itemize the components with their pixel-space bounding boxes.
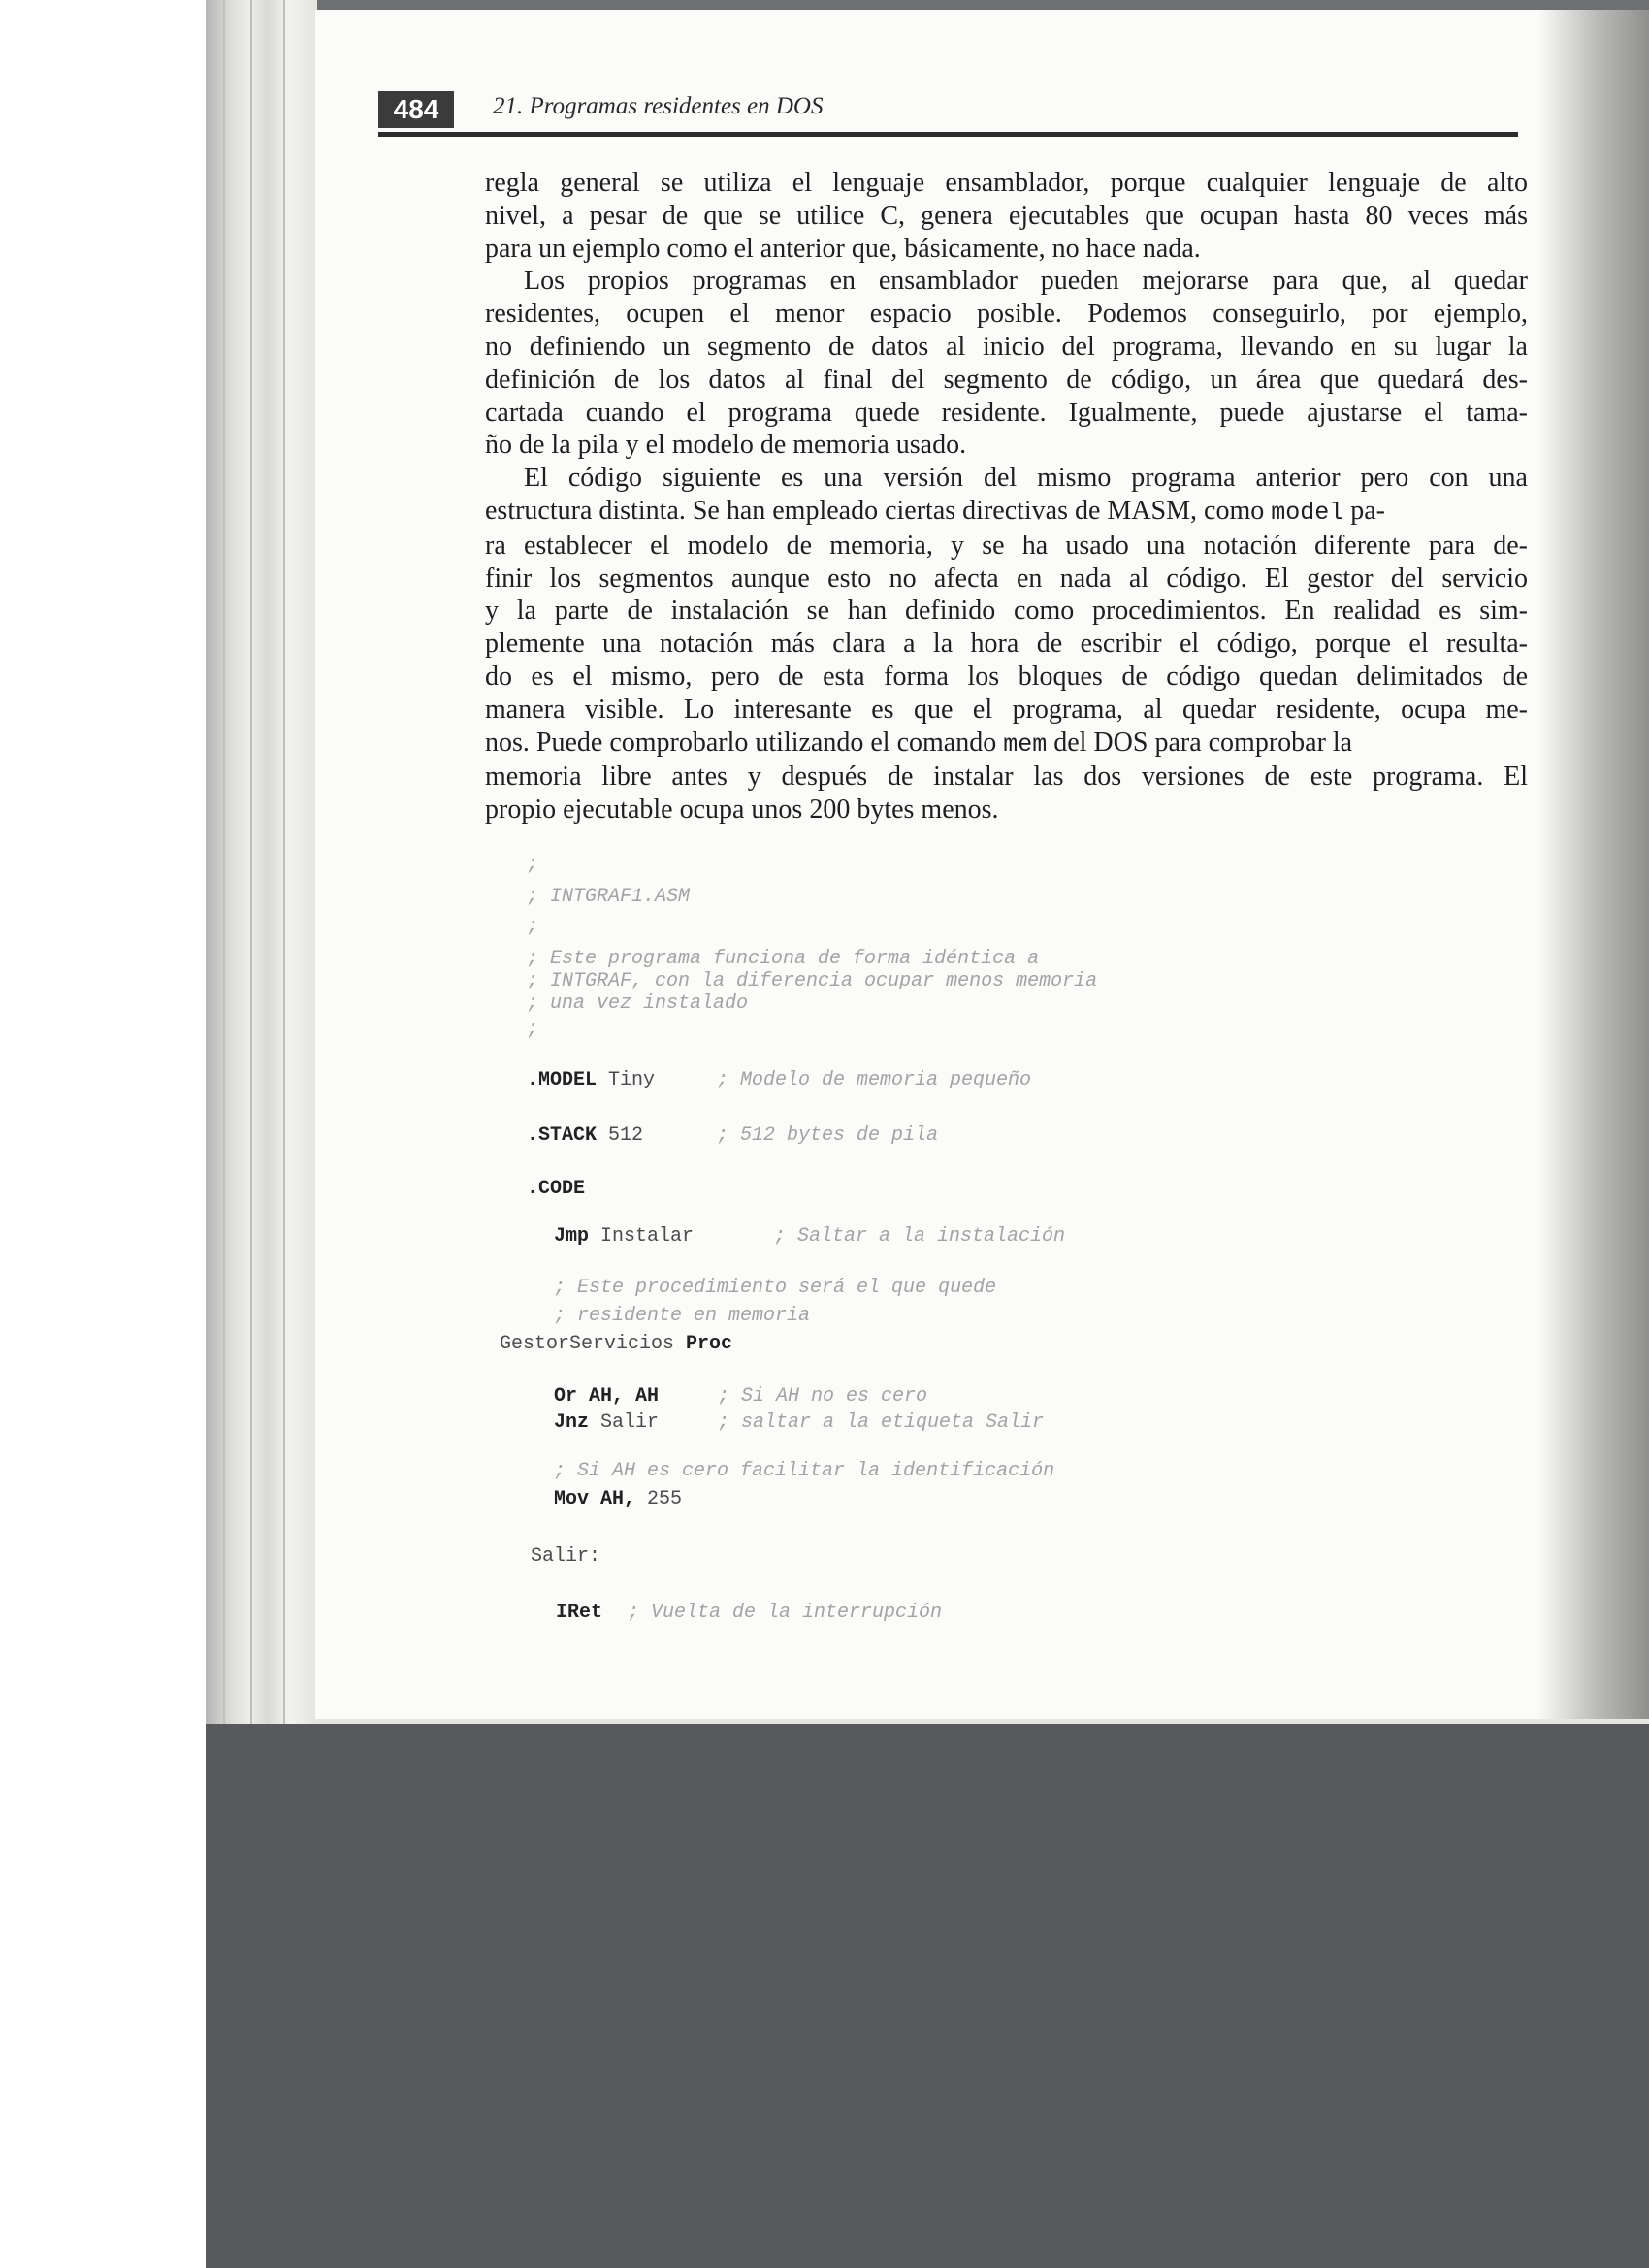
page-edge-line <box>283 0 285 1727</box>
text-line: plemente una notación más clara a la hora de escribir el código, porque el resulta- <box>485 629 1528 660</box>
text-line: El código siguiente es una versión del mismo programa anterior pero con una <box>524 463 1528 494</box>
text-line: nivel, a pesar de que se utilice C, genera ejecutables que ocupan hasta 80 veces más <box>485 200 1528 231</box>
code-value: 512 <box>597 1124 644 1147</box>
text-line: no definiendo un segmento de datos al inicio del programa, llevando en su lugar la <box>485 331 1528 362</box>
code-line-jmp <box>554 1225 694 1247</box>
code-label: Salir: <box>531 1545 601 1568</box>
code-value: Salir <box>589 1411 660 1434</box>
text-line: ra establecer el modelo de memoria, y se ha usado una notación diferente para de- <box>485 530 1528 561</box>
page-edge-line <box>223 0 225 1727</box>
text-line: residentes, ocupen el menor espacio posible. Podemos conseguirlo, por ejemplo, <box>485 299 1528 330</box>
code-keyword: Or AH, AH <box>554 1385 660 1408</box>
inline-code-mem: mem <box>1003 729 1048 759</box>
text-line: do es el mismo, pero de esta forma los bloques de código quedan delimitados de <box>485 661 1528 692</box>
code-keyword: Proc <box>686 1333 733 1355</box>
code-line-jnz <box>554 1411 659 1434</box>
code-line-model <box>527 1069 655 1091</box>
chapter-title: 21. Programas residentes en DOS <box>493 93 824 119</box>
book-page-edges <box>206 0 317 1727</box>
text-line: finir los segmentos aunque esto no afecta en nada al código. El gestor del servicio <box>485 563 1528 594</box>
text-line: cartada cuando el programa quede residente. Igualmente, puede ajustarse el tama- <box>485 397 1528 428</box>
text-line: manera visible. Lo interesante es que el programa, al quedar residente, ocupa me- <box>485 694 1528 725</box>
code-keyword: Jmp <box>554 1225 590 1247</box>
code-comment: ; <box>527 916 539 938</box>
text-span: del DOS para comprobar la <box>1047 727 1353 758</box>
page-edge-line <box>250 0 252 1727</box>
scanner-background <box>206 1724 1649 2268</box>
code-value: 255 <box>635 1488 683 1510</box>
code-comment: ; una vez instalado <box>527 992 749 1015</box>
code-comment: ; Modelo de memoria pequeño <box>717 1069 1032 1091</box>
code-value: Tiny <box>597 1069 656 1091</box>
code-value: Instalar <box>589 1225 695 1247</box>
code-keyword: .STACK <box>527 1124 598 1147</box>
text-span: estructura distinta. Se han empleado ciertas directivas de MASM, como <box>485 495 1272 526</box>
gutter-shadow <box>1537 10 1649 1727</box>
code-keyword: IRet <box>556 1602 603 1624</box>
text-line: regla general se utiliza el lenguaje ensamblador, porque cualquier lenguaje de alto <box>485 168 1528 198</box>
text-line: y la parte de instalación se han definido como procedimientos. En realidad es sim- <box>485 596 1528 627</box>
text-line <box>485 495 1528 530</box>
running-head <box>378 89 1518 132</box>
text-line <box>485 727 1528 761</box>
code-comment: ; Vuelta de la interrupción <box>628 1602 943 1624</box>
code-line-proc <box>500 1333 732 1355</box>
text-line: Los propios programas en ensamblador pueden mejorarse para que, al quedar <box>524 266 1528 297</box>
code-keyword: .CODE <box>527 1178 586 1200</box>
text-line: para un ejemplo como el anterior que, básicamente, no hace nada. <box>485 233 1201 264</box>
code-comment: ; 512 bytes de pila <box>717 1124 939 1147</box>
code-comment: ; Este programa funciona de forma idéntica a <box>527 948 1040 970</box>
code-comment: ; Saltar a la instalación <box>774 1225 1066 1247</box>
text-span: nos. Puede comprobarlo utilizando el comando <box>485 727 1004 758</box>
text-line: memoria libre antes y después de instalar las dos versiones de este programa. El <box>485 761 1528 793</box>
text-line: propio ejecutable ocupa unos 200 bytes menos. <box>485 794 999 826</box>
code-identifier: GestorServicios <box>500 1333 687 1355</box>
header-rule <box>378 132 1518 137</box>
code-line-stack <box>527 1124 643 1147</box>
code-comment: ; INTGRAF1.ASM <box>527 886 691 908</box>
code-keyword: Mov AH, <box>554 1488 636 1510</box>
body-text <box>485 167 1528 826</box>
code-comment: ; residente en memoria <box>554 1305 811 1327</box>
text-line: definición de los datos al final del segmento de código, un área que quedará des- <box>485 364 1528 395</box>
page-number: 484 <box>378 91 454 128</box>
code-comment: ; Si AH no es cero <box>718 1385 928 1408</box>
code-comment: ; <box>527 854 539 876</box>
code-comment: ; Este procedimiento será el que quede <box>554 1277 997 1299</box>
scan-background-left <box>0 0 206 1724</box>
code-comment: ; saltar a la etiqueta Salir <box>718 1411 1045 1434</box>
code-comment: ; INTGRAF, con la diferencia ocupar menos memoria <box>527 970 1098 992</box>
text-line: ño de la pila y el modelo de memoria usado. <box>485 430 967 461</box>
code-comment: ; <box>527 1019 539 1041</box>
code-keyword: .MODEL <box>527 1069 598 1091</box>
code-comment: ; Si AH es cero facilitar la identificación <box>554 1460 1055 1482</box>
inline-code-model: model <box>1271 498 1344 527</box>
code-line-mov <box>554 1488 682 1510</box>
code-keyword: Jnz <box>554 1411 590 1434</box>
text-span: pa- <box>1343 495 1386 526</box>
